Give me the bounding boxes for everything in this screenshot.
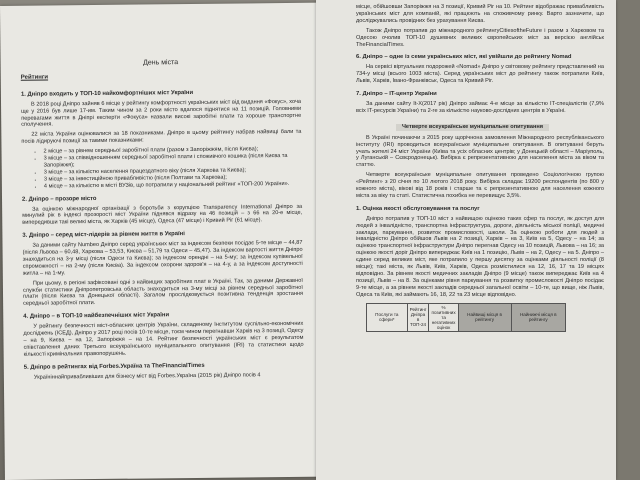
list-item: • 3 місце – за співвідношенням середньої заробітної плати і споживчого кошика (після Києва та Запоріжжя); xyxy=(44,153,302,170)
paragraph: Дніпро потрапив у ТОП-10 міст з найвищою оцінкою таких сфер та послуг, як доступ для людей з інвалідністю, транспортна інфраструктура, дороги, діяльність міської поліції, медичні заклади, паркування, розвиток промисловості, школи. За оцінкою роботи для людей з інвалідністю Дніпро обійшов Львів на 2 позиції, Харків – на 3, Київ на 5, Одесу – на 14; за оцінкою транспортної інфраструктури Дніпро перегнав Одесу на 10 позицій, Львова – на 16; за оцінкою якості доріг Дніпро випереджає Київ на 1 позицію, Львів – на 2, Одесу – на 5. Дніпро – єдине серед великих міст, яке потрапило у першу десятку за оцінками діяльності поліції (8 місце); такі міста, як Львів, Київ, Харків, Одеса розмістилися на 12, 16, 17 та 19 місцях відповідно. За рівнем якості медичних закладів Дніпро (9 місце) також випереджає Київ на 4 позиції, Львів – на 8. За оцінками рівня паркування та розвитку промисловості Дніпро посідає 9-те місце, а за рівнем якості закладів середньої загальної освіти – 10-те, що вище, ніж Львів, Одеса та Київ, які займають 16, 18, 22 та 23 місце відповідно. xyxy=(356,215,604,298)
survey-heading: Четверте всеукраїнське муніципальне опитування xyxy=(396,124,549,131)
section-heading-2: 2. Дніпро – прозоре місто xyxy=(21,195,97,203)
ranking-list xyxy=(21,146,301,190)
table-header-cell: Найнижчі місця в рейтингу xyxy=(511,303,565,331)
paragraph: місце, обійшовши Запоріжжя на 3 позиції, Кривий Ріг на 10. Рейтинг відображає привабливість українських міст для компаній, які працюють на споживчому ринку. Варто зазначити, що досліджувались провідних без урахування Києва. xyxy=(356,4,604,24)
section-heading-7: 7. Дніпро – IT-центр України xyxy=(356,91,437,98)
right-page-content xyxy=(356,4,604,332)
table-header-cell: Послуги та сфери* xyxy=(367,303,408,331)
table-header-cell: Найвищі місця в рейтингу xyxy=(458,303,511,331)
paragraph: За оцінкою міжнародної організації з боротьби з корупцією Transparency International Дніпро за минулий рік в індексі прозорості міст України піднявся відразу на 46 позицій – з 66 на 20-е місце, випередивши такі великі міста, як Харків (45 місце), Одеса (47 місце) і Кривий Ріг (61 місце). xyxy=(22,203,303,227)
paragraph: За даними сайту Numbeo Дніпро серед українських міст за індексом безпеки посідає 5-те місце – 44,87 (після Львова – 60,48, Харкова – 53,53, Києва – 51,79 та Одеси – 45,47). За індексом вартості життя Дніпро знаходиться на 3-у місці (після Одеси та Києва); за індексом орендні – на 5-му; за індексом купівельної спроможності – на 2-му (після Києва). За індексом охорони здоров'я – на 4-у, а за індексом доступності житла – на 1-му. xyxy=(22,239,303,277)
list-item: • 4 місце – за кількістю в місті ВУЗів, що потрапили у національний рейтинг «ТОП-200 України». xyxy=(44,181,302,191)
table-header-cell: % позитивних та негативних оцінок xyxy=(429,303,458,331)
list-item: • 3 місце – за кількістю населення працездатного віку (після Харкова та Києва); xyxy=(44,167,302,177)
page-title: День міста xyxy=(143,59,179,67)
list-item: • 2 місце – за рівнем середньої заробітної плати (разом з Запоріжжям, після Києва); xyxy=(43,146,301,156)
paragraph: На сервісі віртуальних подорожей «Nomad» Дніпро у світовому рейтингу представлений на 734-у місці (всього 1003 міста). Серед українських міст до рейтингу також потрапили Київ, Львів, Харків, Івано-Франківськ, Одеса та Кривий Ріг. xyxy=(356,64,604,85)
section-heading-5: 5. Дніпро в рейтингах від Forbes.Україна та TheFinancialTimes xyxy=(23,362,205,371)
section-heading-1: 1. Дніпро входить у ТОП-10 найкомфортніших міст України xyxy=(20,89,194,98)
services-rating-table xyxy=(366,303,566,332)
right-document-page xyxy=(316,0,616,480)
table-header-row xyxy=(367,303,566,331)
left-document-page xyxy=(0,3,323,480)
paragraph: Четверте всеукраїнське муніципальне опитування проведено Соціологічною групою «Рейтинг» з 20 січня по 10 лютого 2018 року. Вибірка складає 19200 респондентів (по 800 у кожного міста), вікові від 18 років і старше та є репрезентативною для населення кожного міста за віку та статі. Статистична похибка не перевищує 3,5%. xyxy=(356,172,604,199)
paragraph: 22 міста України оцінювалися за 18 показниками. Дніпро в цьому рейтингу набрав найвищі бали та посів лідируючі позиції за такими показниками: xyxy=(21,129,302,146)
paragraph: В Україні починаючи з 2015 року щорічнона замовлення Міжнародного республіканського інституту (IRI) проводиться всеукраїнське муніципальне опитування. В опитуванні беруть учать жителі 24 міст України (Київа та усіх обласних центрів; у Донецькій області – Маріуполь, у Луганській – Сєвєродонецьк). Вибірка є репрезентативною для населення міста за віком та статтю. xyxy=(356,134,604,169)
left-page-content xyxy=(21,59,304,384)
desk-surface-right xyxy=(612,0,640,480)
section-tag: Рейтинги xyxy=(20,74,49,81)
section-heading-3: 3. Дніпро – серед міст-лідерів за рівнем життя в Україні xyxy=(22,231,185,239)
paragraph: У рейтингу безпечності міст-обласних центрів України, складеному Інститутом суспільно-економічних досліджень (ІСЕД), Дніпро у 2017 році посів 10-те місце, тоєм чином перегнавши Харків на 3 позиції, Одесу – на 9, Києва – на 12, Запоріжжя – на 14. Рейтинг безпечності українських міст є результатом співставлення даних Третього всеукраїнського муніципального опитування (IRI) та статистики щодо кількості кримінальних правопорушень. xyxy=(23,321,304,358)
paragraph: При цьому, в регіоні зафіксовані одні з найвищих заробітних плат в Україні. Так, за даними Державної служби статистики Дніпропетровська область знаходиться на 3-му місці за рівнем середньої заробітної плати (після Києва та Донецької області). Загалом прослідковується позитивна тенденція зростання середньої заробітної плати. xyxy=(22,277,304,308)
section-heading-survey-1: 1. Оцінка якості обслуговування та послуг xyxy=(356,205,480,212)
paragraph: Також Дніпро потрапив до міжнародного рейтингуCitiesoftheFuture і разом з Харковом та Одесою очолив ТОП-10 душевних великих європейських міст за версією англійськ TheFinancialTimes. xyxy=(356,27,604,48)
paragraph: В 2018 році Дніпро зайняв 6 місце у рейтингу комфортності українських міст від видання «Фокус», хоча ще у 2016 був лише 17-им. Таким чином за 2 роки місто вдалося піднятися на 11 позицій. Головними перевагами життя в Дніпрі експерти «Фокуса» назвали високі заробітні плати та хороше транспортне сполучення. xyxy=(21,98,302,129)
list-item: • 3 місце – за інвестиційною привабливістю (після Полтави та Харкова); xyxy=(44,174,302,184)
paragraph: Україніннайпривабливіших для бізнесу міст від Forbes.Україна (2015 рік) Дніпро посів 4 xyxy=(33,371,261,381)
paragraph: За даними сайту It-X(2017 рік) Дніпро займає 4-е місце за кількістю IT-спеціалістів (7,9% всіх IT-ресурсів України) та 2-ге за кількістю науково-дослідних центрів в Україні. xyxy=(356,100,604,114)
section-heading-6: 6. Дніпро – одне із семи українських міст, які увійшли до рейтингу Nomad xyxy=(356,54,572,61)
section-heading-4: 4. Дніпро – в ТОП-10 найбезпечніших міст України xyxy=(23,312,170,321)
table-header-cell: Рейтинг Дніпра в ТОП-24 xyxy=(407,303,429,331)
